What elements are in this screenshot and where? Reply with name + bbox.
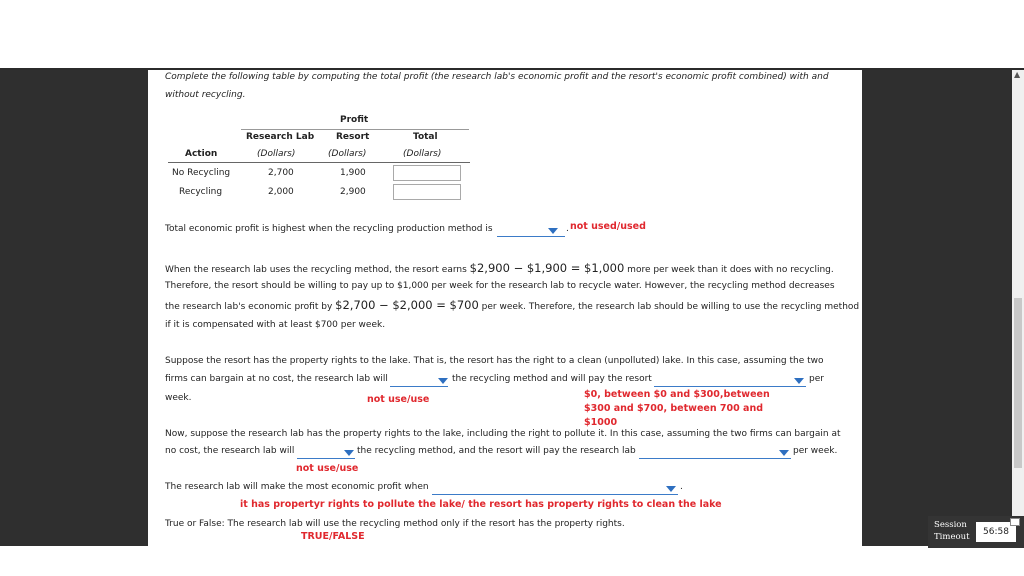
q2-answer-payment-2: $300 and $700, between 700 and [584,403,764,414]
col-header-research: Research Lab [246,132,315,142]
q2-answer-payment-3: $1000 [584,417,618,428]
unit-resort: (Dollars) [328,149,367,159]
col-header-action: Action [185,149,218,159]
row-research-no-recycling: 2,700 [268,168,294,178]
q3-answer-annotation: not use/use [296,463,359,474]
row-resort-recycling: 2,900 [340,187,366,197]
q2-line-2c: per [809,374,824,384]
q4-dropdown-field[interactable] [432,482,678,495]
q2-answer-payment-1: $0, between $0 and $300,between [584,389,770,400]
q1-dropdown-arrow-icon[interactable] [548,228,558,234]
q2-line-2b: the recycling method and will pay the resort [452,374,652,384]
q4-text: The research lab will make the most economic profit when [165,482,429,492]
explanation-3-math: $2,700 − $2,000 = $700 [335,298,479,312]
q4-dropdown-arrow-icon[interactable] [666,486,676,492]
row-action-no-recycling: No Recycling [172,168,231,178]
session-timer: 56:58 [976,522,1016,542]
explanation-3b: per week. Therefore, the research lab should be willing to use the recycling method [481,302,860,312]
q5-answer-annotation: TRUE/FALSE [301,531,365,542]
explanation-line-2: Therefore, the resort should be willing to pay up to $1,000 per week for the research lab to recycle water. However, the recycling method decreases [165,281,835,291]
total-input-no-recycling[interactable] [393,165,461,181]
bottom-band [0,546,1024,576]
q1-period: . [566,224,569,234]
profit-group-header: Profit [340,115,369,125]
explanation-1-math: $2,900 − $1,900 = $1,000 [469,261,625,275]
row-research-recycling: 2,000 [268,187,294,197]
q3-line-1: Now, suppose the research lab has the property rights to the lake, including the right to pollute it. In this case, assuming the two firms can bargain at [165,429,841,439]
q2-answer-action: not use/use [367,394,430,405]
q3-dropdown-payment-field[interactable] [639,446,791,459]
q2-dropdown-payment-arrow-icon[interactable] [794,378,804,384]
q2-line-3: week. [165,393,192,403]
q3-line-2c: per week. [793,446,838,456]
q2-dropdown-payment-field[interactable] [654,374,806,387]
q2-dropdown-action-arrow-icon[interactable] [438,378,448,384]
q4-period: . [680,482,683,492]
session-minimize-icon[interactable] [1010,518,1020,526]
q1-text: Total economic profit is highest when the recycling production method is [165,224,493,234]
total-input-recycling[interactable] [393,184,461,200]
session-timeout-label [934,519,970,543]
unit-total: (Dollars) [403,149,442,159]
right-dark-panel [862,70,1012,546]
explanation-line-3 [165,298,859,312]
top-band [0,0,1024,70]
explanation-1b: more per week than it does with no recycling. [627,265,834,275]
unit-research: (Dollars) [257,149,296,159]
q1-answer-annotation: not used/used [570,221,646,232]
session-label-line2: Timeout [934,532,970,542]
q3-dropdown-action-arrow-icon[interactable] [344,450,354,456]
q3-line-2b: the recycling method, and the resort will pay the research lab [357,446,636,456]
explanation-1a: When the research lab uses the recycling method, the resort earns [165,265,467,275]
session-timeout-widget[interactable] [928,516,1024,548]
q4-answer-annotation: it has propertyr rights to pollute the lake/ the resort has property rights to clean the lake [240,499,722,510]
scroll-thumb[interactable] [1014,298,1022,468]
q2-line-2a: firms can bargain at no cost, the research lab will [165,374,388,384]
q2-line-1: Suppose the resort has the property rights to the lake. That is, the resort has the right to a clean (unpolluted) lake. In this case, assuming the two [165,356,824,366]
explanation-3a: the research lab's economic profit by [165,302,333,312]
row-action-recycling: Recycling [179,187,223,197]
session-label-line1: Session [934,520,967,530]
intro-line-1: Complete the following table by computing the total profit (the research lab's economic profit and the resort's economic profit combined) with and [165,72,829,82]
row-resort-no-recycling: 1,900 [340,168,366,178]
question-content [148,70,862,546]
group-header-rule [241,129,469,130]
q5-text: True or False: The research lab will use the recycling method only if the resort has the property rights. [165,519,625,529]
intro-line-2: without recycling. [165,90,246,100]
left-dark-panel [0,70,148,546]
explanation-line-4: if it is compensated with at least $700 per week. [165,320,386,330]
col-header-total: Total [413,132,438,142]
q3-dropdown-payment-arrow-icon[interactable] [779,450,789,456]
col-header-resort: Resort [336,132,370,142]
table-header-rule [168,162,470,163]
q3-line-2a: no cost, the research lab will [165,446,295,456]
explanation-line-1 [165,261,834,275]
scroll-up-arrow-icon[interactable]: ▲ [1014,70,1021,79]
